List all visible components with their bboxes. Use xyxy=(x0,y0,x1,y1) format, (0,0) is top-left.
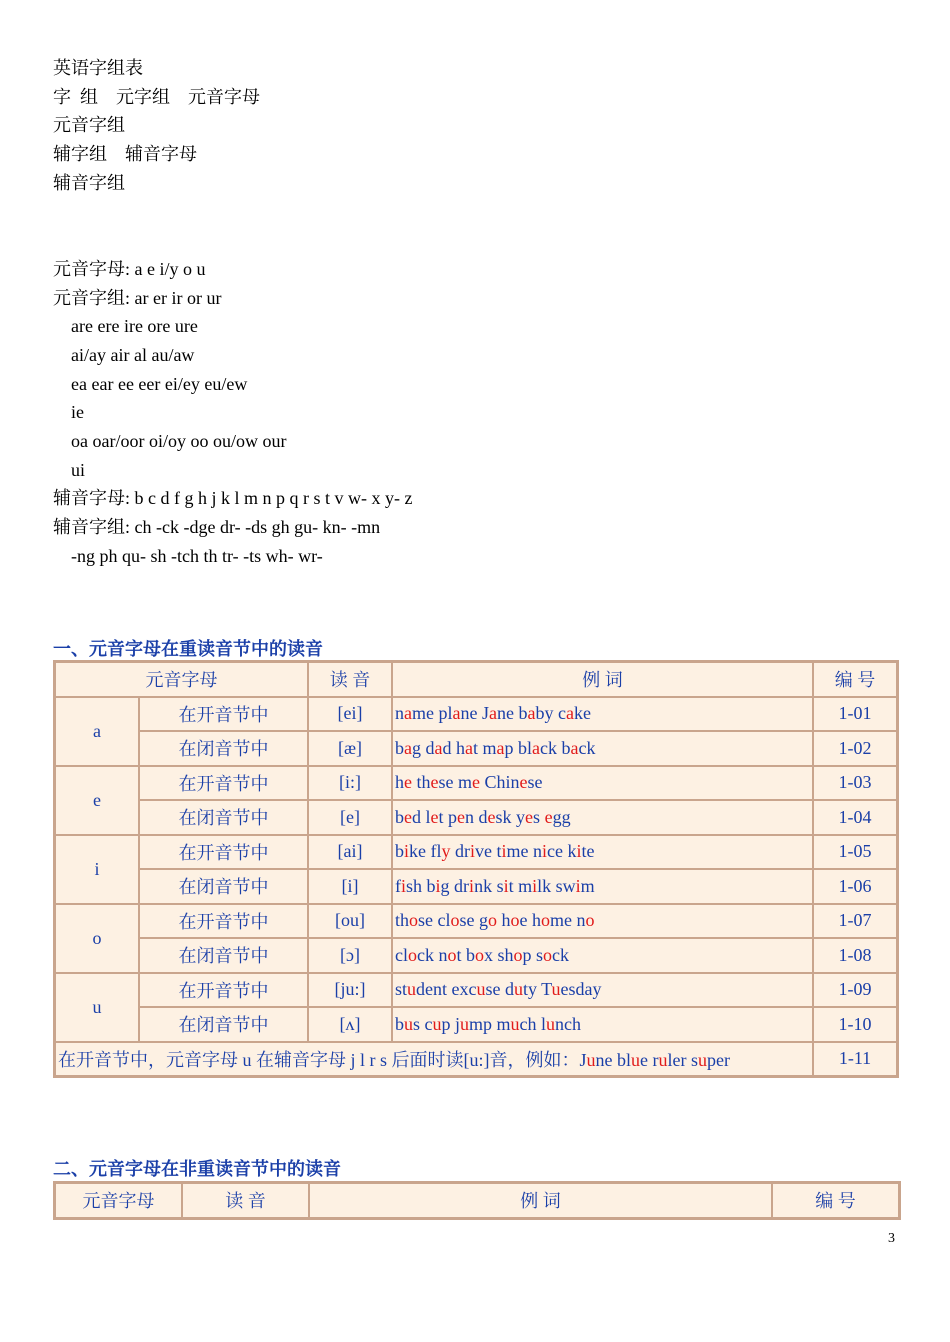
examples-cell xyxy=(392,869,813,904)
blank-line xyxy=(53,226,412,255)
vowel-highlight: a xyxy=(404,703,412,724)
example-text: ke fl xyxy=(409,841,442,862)
example-text: ne b xyxy=(497,703,528,724)
syllable-context-cell: 在开音节中 xyxy=(139,973,308,1008)
example-text: b xyxy=(395,1013,404,1034)
vowel-highlight: u xyxy=(404,1013,413,1034)
syllable-context-cell: 在闭音节中 xyxy=(139,1007,308,1042)
examples-cell xyxy=(392,835,813,870)
vowel-highlight: u xyxy=(476,979,486,1000)
vowel-groups-line: are ere ire ore ure xyxy=(71,316,198,337)
vowel-highlight: e xyxy=(525,806,534,827)
vowel-highlight: i xyxy=(542,841,548,862)
vowel-highlight: a xyxy=(489,703,497,724)
code-cell: 1-10 xyxy=(813,1007,897,1042)
example-text: esday xyxy=(560,979,602,1000)
vowel-highlight: i xyxy=(469,875,475,896)
vowel-highlight: a xyxy=(566,703,574,724)
code-cell: 1-05 xyxy=(813,835,897,870)
syllable-context-cell: 在闭音节中 xyxy=(139,800,308,835)
code-cell: 1-02 xyxy=(813,731,897,766)
vowel-highlight: a xyxy=(527,703,536,724)
example-text: g d xyxy=(412,737,435,758)
vowel-highlight: u xyxy=(510,1013,520,1034)
vowel-groups-line: ea ear ee eer ei/ey eu/ew xyxy=(71,373,248,394)
example-text: cl xyxy=(395,944,408,965)
example-text: x sh xyxy=(484,944,514,965)
vowel-highlight: a xyxy=(452,703,461,724)
examples-cell xyxy=(392,1007,813,1042)
example-text: p bl xyxy=(504,737,533,758)
consonant-letters-line: 辅音字母: b c d f g h j k l m n p q r s t v w- x y- z xyxy=(53,488,413,509)
example-text: nch xyxy=(555,1013,582,1034)
syllable-context-cell: 在开音节中 xyxy=(139,697,308,732)
vowel-letter-cell: u xyxy=(55,973,139,1042)
examples-cell xyxy=(392,973,813,1008)
table-row xyxy=(55,1007,897,1042)
example-text: sk y xyxy=(495,806,526,827)
example-text: me n xyxy=(506,841,543,862)
vowel-highlight: e xyxy=(472,772,481,793)
example-text: h xyxy=(395,772,404,793)
example-text: ve t xyxy=(475,841,502,862)
vowel-highlight: a xyxy=(404,737,412,758)
vowel-highlight: u xyxy=(551,979,561,1000)
table-row xyxy=(55,904,897,939)
vowel-highlight: e xyxy=(487,806,496,827)
examples-cell xyxy=(392,766,813,801)
vowel-groups-line: ai/ay air al au/aw xyxy=(71,344,195,365)
example-text: th xyxy=(412,772,431,793)
vowel-highlight: i xyxy=(404,841,410,862)
table-row xyxy=(55,697,897,732)
vowel-highlight: i xyxy=(401,875,407,896)
vowel-highlight: a xyxy=(532,737,541,758)
example-text: dent exc xyxy=(416,979,477,1000)
vowel-highlight: i xyxy=(575,875,581,896)
vowel-highlight: y xyxy=(441,841,451,862)
blank-line xyxy=(53,197,412,226)
vowel-highlight: e xyxy=(430,772,439,793)
vowel-highlight: u xyxy=(697,1049,707,1070)
example-text: p s xyxy=(522,944,544,965)
vowel-highlight: u xyxy=(432,1013,442,1034)
example-text: ce k xyxy=(547,841,577,862)
code-cell: 1-07 xyxy=(813,904,897,939)
example-text: h xyxy=(497,910,511,931)
example-text: ch l xyxy=(519,1013,547,1034)
header-letter: 元音字母 xyxy=(55,662,308,697)
example-text: b xyxy=(395,737,404,758)
example-text: nk s xyxy=(474,875,504,896)
examples-cell xyxy=(392,904,813,939)
example-text: ck xyxy=(578,737,596,758)
vowel-highlight: o xyxy=(475,944,485,965)
header-examples: 例 词 xyxy=(392,662,813,697)
consonant-groups-line: -ng ph qu- sh -tch th tr- -ts wh- wr- xyxy=(71,545,323,566)
example-text: lk sw xyxy=(537,875,576,896)
phonetic-cell: [ei] xyxy=(308,697,392,732)
example-text: per xyxy=(706,1049,730,1070)
example-text: t m xyxy=(473,737,497,758)
example-text: me pl xyxy=(412,703,453,724)
example-text: se m xyxy=(438,772,473,793)
example-text: n d xyxy=(465,806,488,827)
examples-cell xyxy=(392,938,813,973)
example-text: se xyxy=(527,772,543,793)
example-text: p j xyxy=(441,1013,461,1034)
vowel-highlight: i xyxy=(503,875,509,896)
table-header-row xyxy=(55,662,897,697)
note-row xyxy=(55,1042,897,1077)
example-text: sh b xyxy=(406,875,436,896)
example-text: d l xyxy=(412,806,431,827)
table-row xyxy=(55,869,897,904)
vowel-highlight: u xyxy=(460,1013,470,1034)
syllable-context-cell: 在闭音节中 xyxy=(139,938,308,973)
stressed-vowel-table xyxy=(53,660,899,1078)
example-text: se cl xyxy=(418,910,451,931)
phonetic-cell: [ʌ] xyxy=(308,1007,392,1042)
example-text: se d xyxy=(485,979,514,1000)
vowel-highlight: o xyxy=(513,944,523,965)
code-cell: 1-03 xyxy=(813,766,897,801)
intro-line: 辅音字组 xyxy=(53,172,125,193)
vowel-letter-cell: i xyxy=(55,835,139,904)
vowel-letter-cell: e xyxy=(55,766,139,835)
syllable-context-cell: 在开音节中 xyxy=(139,835,308,870)
table-row xyxy=(55,938,897,973)
example-text: g dr xyxy=(440,875,470,896)
vowel-groups-line: ui xyxy=(71,459,86,480)
vowel-groups-line: 元音字组: ar er ir or ur xyxy=(53,287,222,308)
note-cell xyxy=(55,1042,813,1077)
unstressed-vowel-table xyxy=(53,1181,901,1220)
vowel-highlight: o xyxy=(447,944,457,965)
header-sound: 读 音 xyxy=(308,662,392,697)
vowel-highlight: o xyxy=(510,910,520,931)
example-text: mp m xyxy=(469,1013,511,1034)
vowel-highlight: e xyxy=(430,806,439,827)
example-text: ne bl xyxy=(595,1049,631,1070)
vowel-highlight: u xyxy=(546,1013,556,1034)
vowel-letter-cell: o xyxy=(55,904,139,973)
intro-line: 辅字组 辅音字母 xyxy=(53,144,197,165)
example-text: me n xyxy=(550,910,586,931)
vowel-highlight: i xyxy=(576,841,582,862)
vowel-highlight: i xyxy=(435,875,441,896)
table-row xyxy=(55,766,897,801)
example-text: ke xyxy=(574,703,591,724)
table-body xyxy=(55,697,897,1077)
vowel-highlight: o xyxy=(541,910,550,931)
page-number: 3 xyxy=(888,1231,895,1246)
example-text: dr xyxy=(450,841,470,862)
code-cell: 1-11 xyxy=(813,1042,897,1077)
section1-title: 一、元音字母在重读音节中的读音 xyxy=(53,639,323,660)
examples-cell xyxy=(392,731,813,766)
example-text: s xyxy=(533,806,545,827)
syllable-context-cell: 在开音节中 xyxy=(139,766,308,801)
vowel-highlight: i xyxy=(501,841,507,862)
vowel-highlight: o xyxy=(450,910,460,931)
phonetic-cell: [ɔ] xyxy=(308,938,392,973)
example-text: b xyxy=(395,806,404,827)
vowel-highlight: e xyxy=(544,806,553,827)
phonetic-cell: [ai] xyxy=(308,835,392,870)
vowel-highlight: u xyxy=(631,1049,640,1070)
code-cell: 1-08 xyxy=(813,938,897,973)
header-sound: 读 音 xyxy=(182,1183,309,1218)
table-row xyxy=(55,731,897,766)
vowel-letters-line: 元音字母: a e i/y o u xyxy=(53,258,206,279)
table-row xyxy=(55,800,897,835)
header-letter: 元音字母 xyxy=(55,1183,182,1218)
vowel-letter-cell: a xyxy=(55,697,139,766)
header-code: 编 号 xyxy=(772,1183,899,1218)
table-row xyxy=(55,835,897,870)
vowel-highlight: a xyxy=(496,737,505,758)
example-text: st xyxy=(395,979,408,1000)
example-text: ty T xyxy=(522,979,552,1000)
vowel-highlight: a xyxy=(465,737,473,758)
phonetic-cell: [e] xyxy=(308,800,392,835)
code-cell: 1-09 xyxy=(813,973,897,1008)
table-header-row xyxy=(55,1183,899,1218)
example-text: s c xyxy=(413,1013,433,1034)
header-code: 编 号 xyxy=(813,662,897,697)
vowel-highlight: o xyxy=(488,910,497,931)
example-text: gg xyxy=(552,806,571,827)
intro-line: 元音字组 xyxy=(53,115,125,136)
example-text: t m xyxy=(508,875,533,896)
vowel-highlight: a xyxy=(434,737,443,758)
vowel-highlight: o xyxy=(409,910,419,931)
vowel-highlight: e xyxy=(519,772,528,793)
vowel-highlight: u xyxy=(658,1049,668,1070)
example-text: e h xyxy=(519,910,541,931)
example-text: f xyxy=(395,875,401,896)
phonetic-cell: [ju:] xyxy=(308,973,392,1008)
table-row xyxy=(55,973,897,1008)
consonant-groups-line: 辅音字组: ch -ck -dge dr- -ds gh gu- kn- -mn xyxy=(53,517,381,537)
vowel-highlight: o xyxy=(408,944,417,965)
syllable-context-cell: 在闭音节中 xyxy=(139,869,308,904)
example-text: ck xyxy=(552,944,570,965)
examples-cell xyxy=(392,800,813,835)
vowel-highlight: u xyxy=(513,979,523,1000)
syllable-context-cell: 在开音节中 xyxy=(139,904,308,939)
phonetic-cell: [ou] xyxy=(308,904,392,939)
example-text: te xyxy=(581,841,595,862)
vowel-highlight: o xyxy=(585,910,595,931)
vowel-groups-line: ie xyxy=(71,402,84,423)
code-cell: 1-06 xyxy=(813,869,897,904)
vowel-highlight: e xyxy=(404,772,412,793)
example-text: ck b xyxy=(540,737,571,758)
vowel-highlight: u xyxy=(586,1049,596,1070)
example-text: t b xyxy=(456,944,476,965)
example-text: 在开音节中，元音字母 u 在辅音字母 j l r s 后面时读[u:]音，例如：J xyxy=(58,1049,587,1070)
vowel-highlight: i xyxy=(532,875,538,896)
example-text: se g xyxy=(459,910,488,931)
syllable-context-cell: 在闭音节中 xyxy=(139,731,308,766)
phonetic-cell: [i:] xyxy=(308,766,392,801)
intro-text xyxy=(53,54,412,570)
example-text: ck n xyxy=(417,944,448,965)
phonetic-cell: [i] xyxy=(308,869,392,904)
intro-line: 英语字组表 xyxy=(53,58,143,78)
header-examples: 例 词 xyxy=(309,1183,772,1218)
vowel-highlight: o xyxy=(543,944,553,965)
code-cell: 1-04 xyxy=(813,800,897,835)
example-text: ler s xyxy=(667,1049,698,1070)
vowel-highlight: a xyxy=(570,737,579,758)
example-text: n xyxy=(395,703,404,724)
example-text: d h xyxy=(442,737,465,758)
examples-cell xyxy=(392,697,813,732)
example-text: m xyxy=(580,875,595,896)
vowel-highlight: e xyxy=(404,806,412,827)
code-cell: 1-01 xyxy=(813,697,897,732)
example-text: by c xyxy=(535,703,566,724)
example-text: t p xyxy=(438,806,458,827)
vowel-highlight: i xyxy=(470,841,476,862)
example-text: Chin xyxy=(480,772,520,793)
phonetic-cell: [æ] xyxy=(308,731,392,766)
example-text: e r xyxy=(640,1049,659,1070)
example-text: b xyxy=(395,841,404,862)
vowel-highlight: u xyxy=(407,979,417,1000)
intro-line: 字 组 元字组 元音字母 xyxy=(53,86,260,107)
vowel-groups-line: oa oar/oor oi/oy oo ou/ow our xyxy=(71,430,287,451)
vowel-highlight: e xyxy=(457,806,466,827)
example-text: ne J xyxy=(460,703,489,724)
section2-title: 二、元音字母在非重读音节中的读音 xyxy=(53,1159,341,1180)
example-text: th xyxy=(395,910,410,931)
